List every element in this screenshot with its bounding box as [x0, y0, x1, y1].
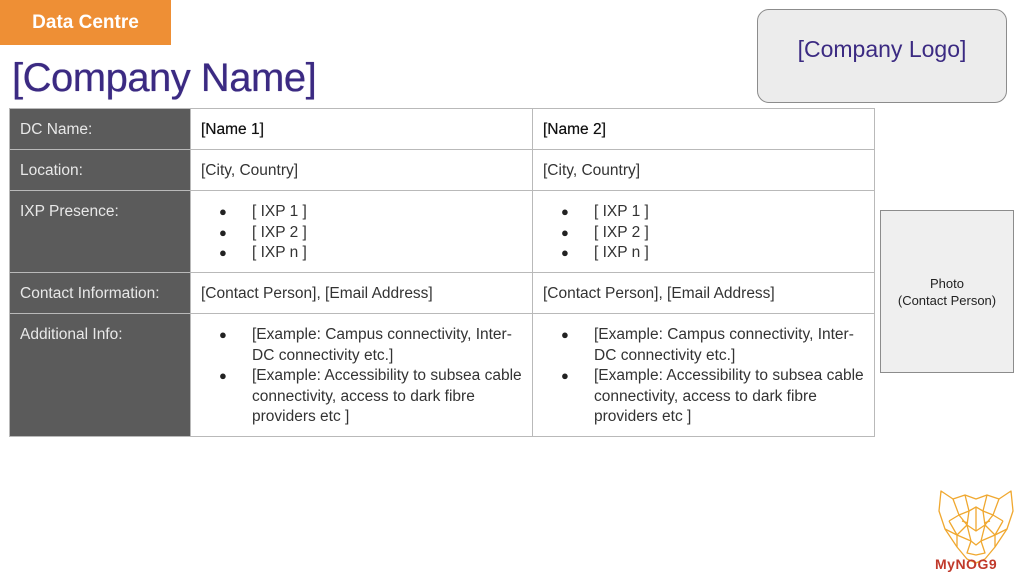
dc1-location-cell: [City, Country]: [191, 150, 533, 191]
list-item: ● [ IXP 1 ]: [543, 202, 864, 223]
row-label: Additional Info:: [10, 314, 191, 437]
table-row: [10, 273, 875, 314]
list-item: ● [ IXP n ]: [543, 243, 864, 264]
row-label: DC Name:: [10, 109, 191, 150]
table-row: [10, 150, 875, 191]
list-item: ● [ IXP 2 ]: [201, 223, 522, 244]
dc1-name-cell: [Name 1]: [191, 109, 533, 150]
dc1-contact-cell: [Contact Person], [Email Address]: [191, 273, 533, 314]
list-item: ● [Example: Campus connectivity, Inter-DC connectivity etc.]: [201, 325, 522, 366]
dc2-additional-cell: [533, 314, 875, 437]
list-item: ● [ IXP 2 ]: [543, 223, 864, 244]
mynog-brand-text: MyNOG9: [935, 556, 998, 572]
table-row: [10, 314, 875, 437]
list-item: ● [Example: Accessibility to subsea cable connectivity, access to dark fibre providers etc ]: [543, 366, 864, 428]
dc2-name-cell: [Name 2]: [533, 109, 875, 150]
list-item: ● [ IXP 1 ]: [201, 202, 522, 223]
company-logo-text: [Company Logo]: [797, 36, 967, 62]
data-centre-table: [9, 108, 875, 437]
dc1-additional-cell: [191, 314, 533, 437]
company-logo-placeholder: [757, 9, 1007, 103]
table-row: [10, 109, 875, 150]
dc2-contact-cell: [Contact Person], [Email Address]: [533, 273, 875, 314]
contact-photo-placeholder: [880, 210, 1014, 373]
row-label: Location:: [10, 150, 191, 191]
row-label: IXP Presence:: [10, 191, 191, 273]
list-item: ● [Example: Campus connectivity, Inter-DC connectivity etc.]: [543, 325, 864, 366]
dc1-ixp-cell: [191, 191, 533, 273]
dc2-location-cell: [City, Country]: [533, 150, 875, 191]
table-row: [10, 191, 875, 273]
row-label: Contact Information:: [10, 273, 191, 314]
dc2-ixp-cell: [533, 191, 875, 273]
company-name-title: [Company Name]: [12, 56, 317, 100]
photo-sublabel: (Contact Person): [897, 292, 997, 308]
section-tag: Data Centre: [0, 0, 171, 45]
photo-label: Photo: [930, 275, 964, 291]
list-item: ● [Example: Accessibility to subsea cable connectivity, access to dark fibre providers etc ]: [201, 366, 522, 428]
list-item: ● [ IXP n ]: [201, 243, 522, 264]
